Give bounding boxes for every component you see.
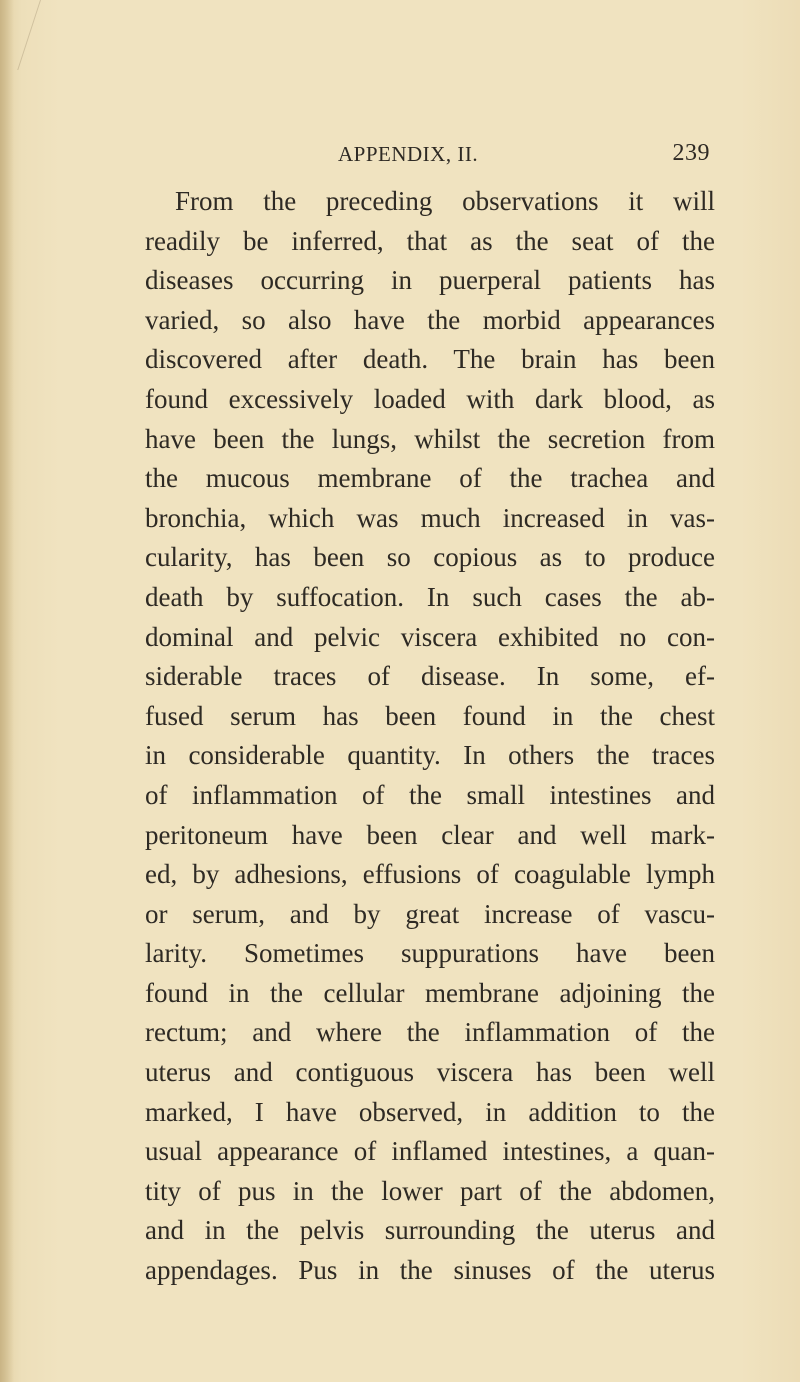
text-line: uterus and contiguous viscera has been well xyxy=(145,1057,715,1088)
text-line: found in the cellular membrane adjoining the xyxy=(145,977,715,1008)
text-line: of inflammation of the small intestines and xyxy=(145,779,715,810)
text-line: discovered after death. The brain has been xyxy=(145,344,715,375)
text-line: varied, so also have the morbid appearances xyxy=(145,304,715,335)
text-line: larity. Sometimes suppurations have been xyxy=(145,938,715,969)
text-line: appendages. Pus in the sinuses of the uterus xyxy=(145,1255,715,1286)
body-paragraph xyxy=(145,182,715,1291)
text-line: rectum; and where the inflammation of the xyxy=(145,1017,715,1048)
text-line: and in the pelvis surrounding the uterus and xyxy=(145,1215,715,1246)
text-line: the mucous membrane of the trachea and xyxy=(145,463,715,494)
running-header xyxy=(280,142,710,172)
running-head-title: APPENDIX, II. xyxy=(338,142,479,166)
text-line: usual appearance of inflamed intestines, a quan- xyxy=(145,1136,715,1167)
binding-gutter-shadow xyxy=(0,0,14,1382)
text-line: diseases occurring in puerperal patients has xyxy=(145,265,715,296)
text-line: dominal and pelvic viscera exhibited no con- xyxy=(145,621,715,652)
text-line: found excessively loaded with dark blood, as xyxy=(145,383,715,414)
text-line: fused serum has been found in the chest xyxy=(145,700,715,731)
text-line: have been the lungs, whilst the secretion from xyxy=(145,423,715,454)
text-line: cularity, has been so copious as to produce xyxy=(145,542,715,573)
text-line: ed, by adhesions, effusions of coagulable lymph xyxy=(145,859,715,890)
text-line: marked, I have observed, in addition to the xyxy=(145,1096,715,1127)
text-line: From the preceding observations it will xyxy=(175,186,715,216)
page-number: 239 xyxy=(672,140,710,166)
text-line: readily be inferred, that as the seat of the xyxy=(145,225,715,256)
text-line: siderable traces of disease. In some, ef- xyxy=(145,661,715,692)
text-line: in considerable quantity. In others the traces xyxy=(145,740,715,771)
text-line: tity of pus in the lower part of the abdomen, xyxy=(145,1175,715,1206)
text-line: peritoneum have been clear and well mark- xyxy=(145,819,715,850)
text-line: or serum, and by great increase of vascu- xyxy=(145,898,715,929)
page-corner-fold xyxy=(0,0,41,70)
text-line: bronchia, which was much increased in vas- xyxy=(145,502,715,533)
text-line: death by suffocation. In such cases the ab- xyxy=(145,581,715,612)
